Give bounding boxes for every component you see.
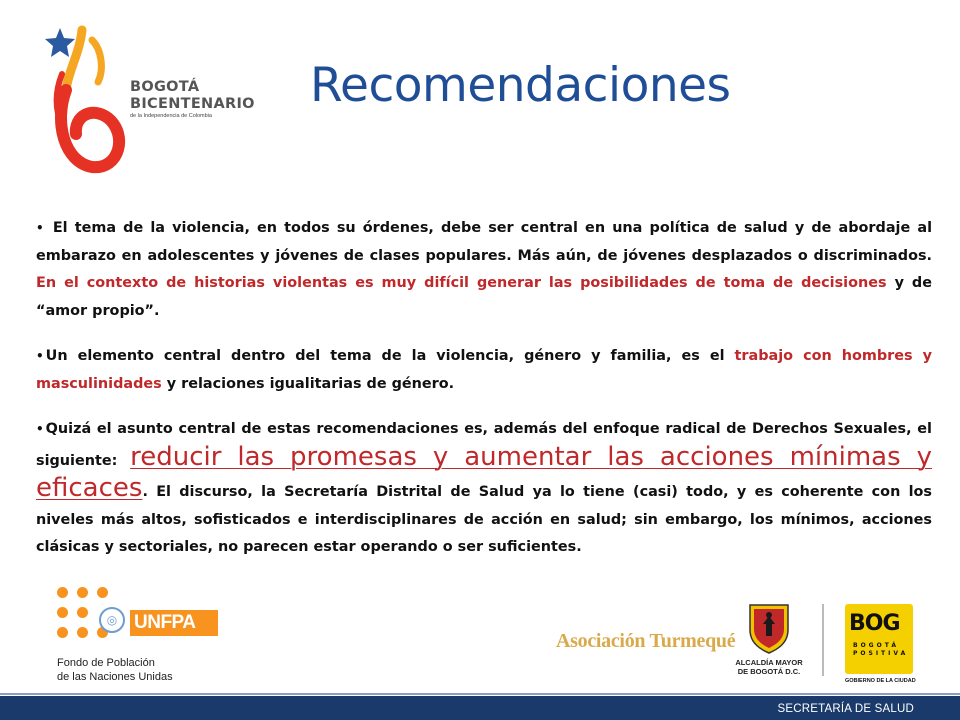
bicentenario-line-2: BICENTENARIO xyxy=(130,95,255,112)
p3-text-b: . El discurso, la Secretaría Distrital de Salud ya lo tiene (casi) todo, y es coherente con los niveles más altos, sofisticados e interdisciplinares de acción en salud; sin embargo, los mínimos, acciones clásicas y sectoriales, no parecen estar operando o ser suficientes. xyxy=(36,484,932,555)
alcaldia-logo xyxy=(728,602,808,678)
bicentenario-wordmark xyxy=(130,80,255,120)
p2-text-b: y relaciones igualitarias de género. xyxy=(161,375,455,392)
bicentenario-b-logo xyxy=(40,22,140,182)
p1-text-a: El tema de la violencia, en todos su órdenes, debe ser central en una política de salud y de abordaje al embarazo en adolescentes y jóvenes de clases populares. Más aún, de jóvenes desplazados o discriminados. xyxy=(36,220,932,264)
slide-title: Recomendaciones xyxy=(310,58,731,113)
footer-divider xyxy=(0,693,960,695)
gobierno-caption: GOBIERNO DE LA CIUDAD xyxy=(845,678,916,684)
bullet-icon: • xyxy=(36,349,44,363)
bog-wordmark: BOG xyxy=(849,611,900,636)
p2-text-a: Un elemento central dentro del tema de la violencia, género y familia, es el xyxy=(45,348,735,364)
bog-sub-1: BOGOTÁ xyxy=(853,642,899,649)
footer-bar xyxy=(0,696,960,720)
unfpa-wordmark: UNFPA xyxy=(130,610,218,636)
bullet-icon: • xyxy=(36,422,44,436)
alcaldia-line-1: ALCALDÍA MAYOR xyxy=(735,658,803,667)
p2-highlight: trabajo con hombres y masculinidades xyxy=(36,348,932,392)
bullet-paragraph-1 xyxy=(36,215,932,325)
un-emblem-icon: ◎ xyxy=(99,607,125,633)
star-icon xyxy=(45,28,75,57)
p1-highlight: En el contexto de historias violentas es muy difícil generar las posibilidades de toma de decisiones xyxy=(36,275,887,291)
bullet-paragraph-2 xyxy=(36,343,932,398)
unfpa-caption-1: Fondo de Población xyxy=(57,657,155,669)
bullet-icon: • xyxy=(36,221,44,235)
unfpa-logo xyxy=(55,585,215,685)
footer-label: SECRETARÍA DE SALUD xyxy=(777,703,914,715)
unfpa-caption-2: de las Naciones Unidas xyxy=(57,671,173,683)
bullet-paragraph-3 xyxy=(36,416,932,562)
slide-body xyxy=(36,215,932,562)
p3-text-a: Quizá el asunto central de estas recomendaciones es, además del enfoque radical de Derechos Sexuales, el siguiente: xyxy=(36,421,932,469)
bog-sub-2: POSITIVA xyxy=(853,650,909,657)
shield-icon xyxy=(748,602,790,654)
alcaldia-line-2: DE BOGOTÁ D.C. xyxy=(737,667,801,676)
logo-divider xyxy=(822,604,824,676)
bicentenario-subtitle: de la Independencia de Colombia xyxy=(130,113,212,119)
p1-text-b: y de “amor propio”. xyxy=(36,275,932,319)
bicentenario-logo xyxy=(40,22,260,182)
p3-highlight: reducir las promesas y aumentar las acciones mínimas y eficaces xyxy=(36,441,932,503)
bicentenario-line-1: BOGOTÁ xyxy=(130,79,200,95)
bogota-positiva-logo xyxy=(845,604,913,674)
asociacion-turmeque-logo: Asociación Turmequé xyxy=(556,630,736,652)
